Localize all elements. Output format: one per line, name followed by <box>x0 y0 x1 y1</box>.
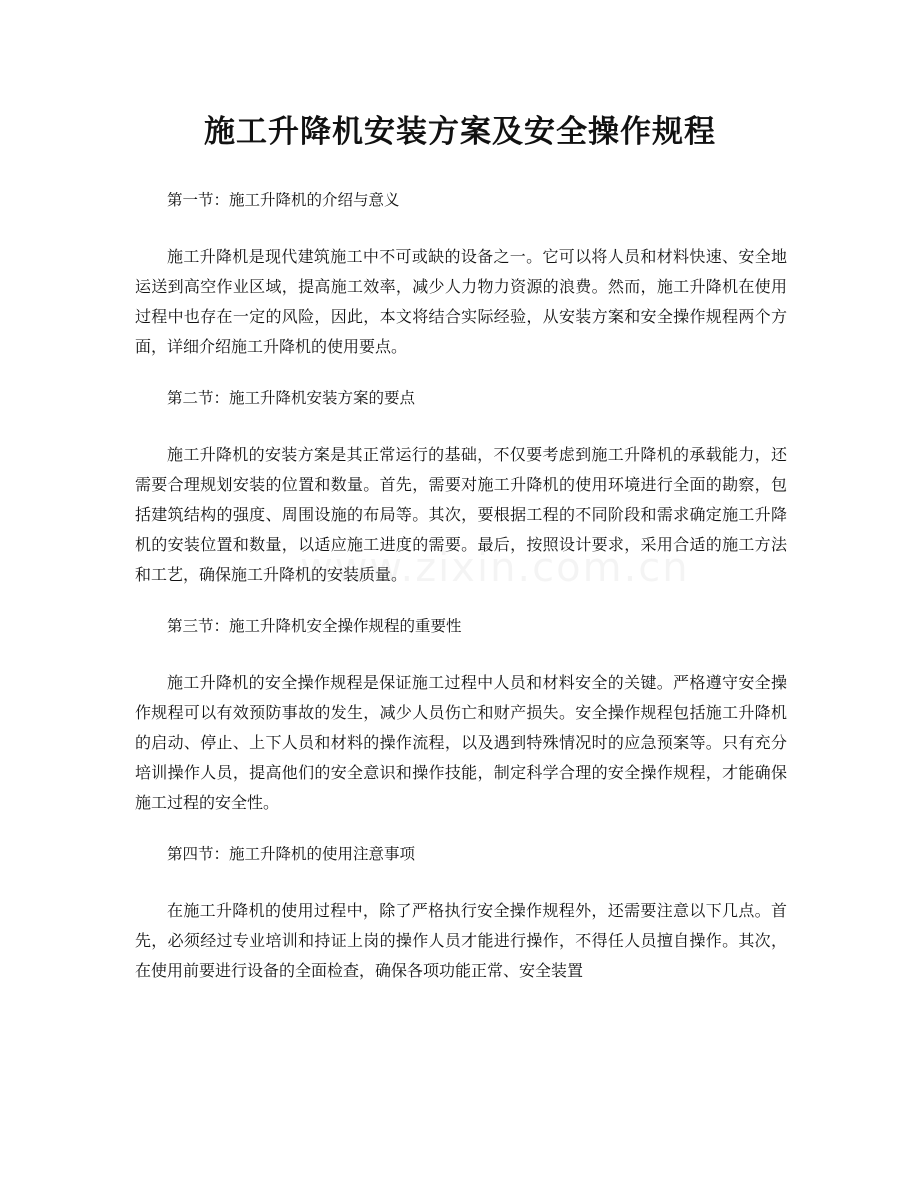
section-3-heading: 第三节：施工升降机安全操作规程的重要性 <box>167 617 462 635</box>
document-title: 施工升降机安装方案及安全操作规程 <box>204 114 716 150</box>
section-3-paragraph: 施工升降机的安全操作规程是保证施工过程中人员和材料安全的关键。严格遵守安全操作规程可以有效预防事故的发生，减少人员伤亡和财产损失。安全操作规程包括施工升降机的启动、停止、上下人员和材料的操作流程，以及遇到特殊情况时的应急预案等。只有充分培训操作人员，提高他们的安全意识和操作技能，制定科学合理的安全操作规程，才能确保施工过程的安全性。 <box>135 673 787 812</box>
section-1-paragraph: 施工升降机是现代建筑施工中不可或缺的设备之一。它可以将人员和材料快速、安全地运送到高空作业区域，提高施工效率，减少人力物力资源的浪费。然而，施工升降机在使用过程中也存在一定的风险，因此，本文将结合实际经验，从安装方案和安全操作规程两个方面，详细介绍施工升降机的使用要点。 <box>135 247 787 356</box>
section-2-heading: 第二节：施工升降机安装方案的要点 <box>167 389 416 407</box>
section-2-paragraph: 施工升降机的安装方案是其正常运行的基础，不仅要考虑到施工升降机的承载能力，还需要合理规划安装的位置和数量。首先，需要对施工升降机的使用环境进行全面的勘察，包括建筑结构的强度、周围设施的布局等。其次，要根据工程的不同阶段和需求确定施工升降机的安装位置和数量，以适应施工进度的需要。最后，按照设计要求，采用合适的施工方法和工艺，确保施工升降机的安装质量。 <box>135 445 787 584</box>
section-1-heading: 第一节：施工升降机的介绍与意义 <box>167 191 400 209</box>
section-4-paragraph: 在施工升降机的使用过程中，除了严格执行安全操作规程外，还需要注意以下几点。首先，必须经过专业培训和持证上岗的操作人员才能进行操作，不得任人员擅自操作。其次，在使用前要进行设备的全面检查，确保各项功能正常、安全装置 <box>135 901 787 980</box>
document-body <box>135 185 787 986</box>
section-4-heading: 第四节：施工升降机的使用注意事项 <box>167 845 416 863</box>
